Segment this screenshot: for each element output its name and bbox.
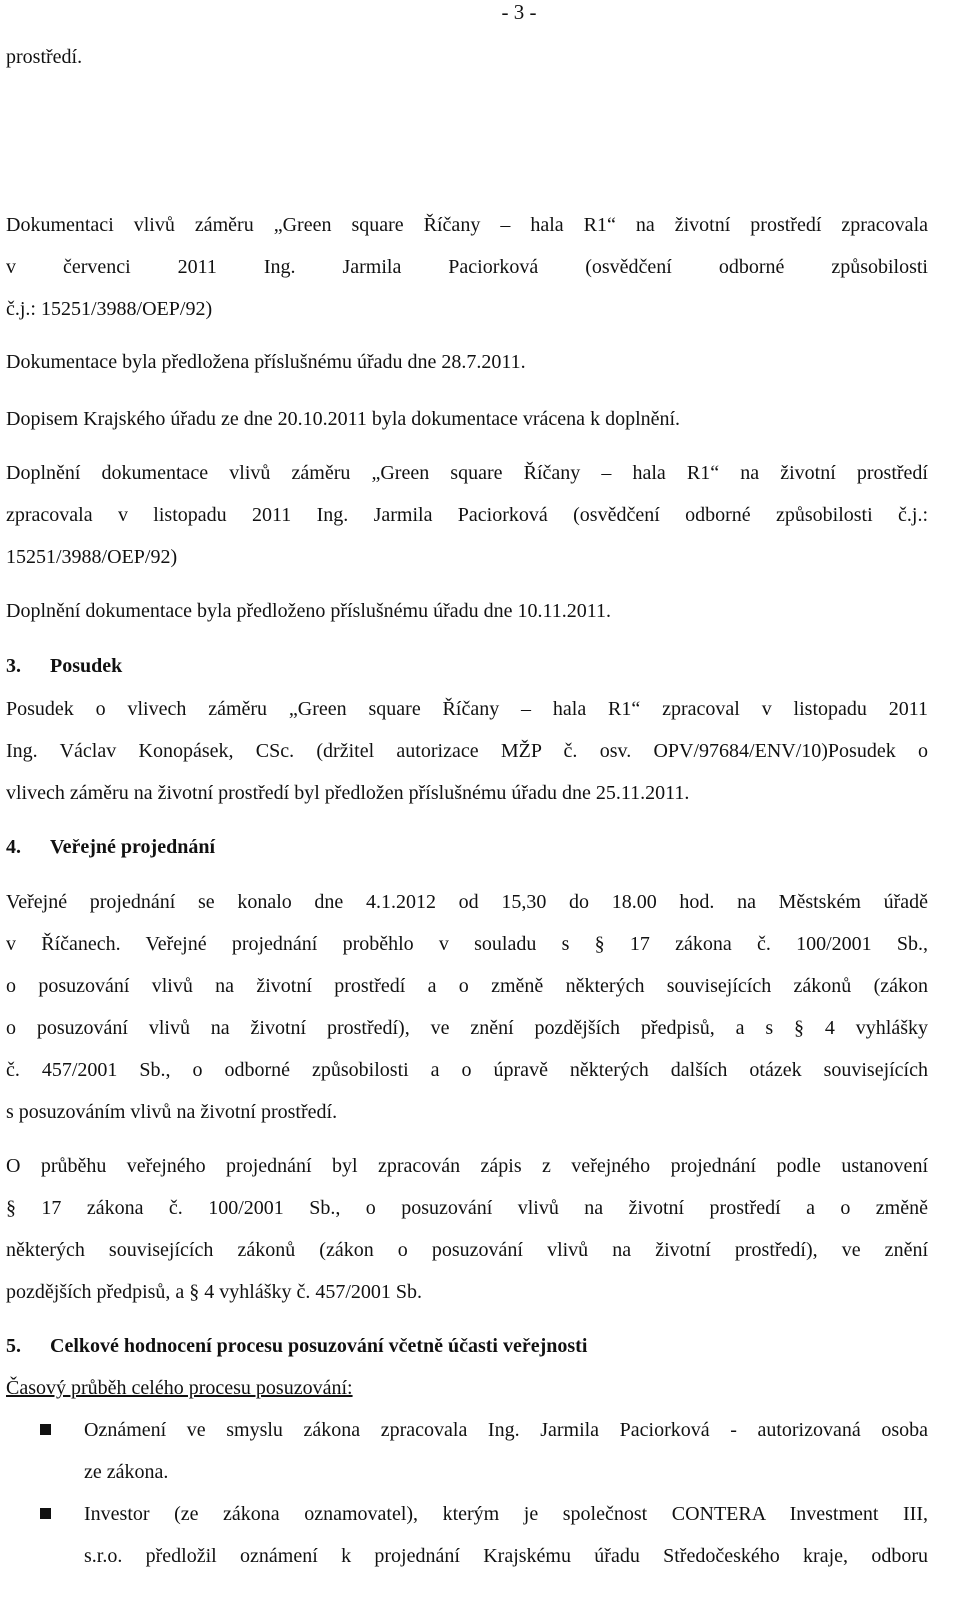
text-line: v Říčanech. Veřejné projednání proběhlo v souladu s § 17 zákona č. 100/2001 Sb., (6, 933, 928, 955)
text-line: O průběhu veřejného projednání byl zpracován zápis z veřejného projednání podle ustanovení (6, 1155, 928, 1177)
section-5-heading (6, 1325, 928, 1367)
section-title: Posudek (50, 655, 123, 677)
text-line: zpracovala v listopadu 2011 Ing. Jarmila Paciorková (osvědčení odborné způsobilosti č.j.: (6, 504, 928, 526)
section-number: 3. (6, 655, 21, 677)
text-line: o posuzování vlivů na životní prostředí a o změně některých souvisejících zákonů (zákon (6, 975, 928, 997)
underlined-label: Časový průběh celého procesu posuzování: (6, 1377, 353, 1399)
text-line: Dokumentaci vlivů záměru „Green square Říčany – hala R1“ na životní prostředí zpracovala (6, 214, 928, 236)
list-item (6, 1493, 928, 1577)
paragraph-doplneni-predlozeno: Doplnění dokumentace byla předloženo příslušnému úřadu dne 10.11.2011. (6, 600, 612, 622)
paragraph-zapis (6, 1145, 928, 1313)
bullet-list (6, 1409, 928, 1577)
page-number: - 3 - (501, 0, 537, 24)
bullet-square-icon (40, 1424, 51, 1435)
text-line: č.j.: 15251/3988/OEP/92) (6, 298, 213, 320)
text-line: Doplnění dokumentace vlivů záměru „Green square Říčany – hala R1“ na životní prostředí (6, 462, 928, 484)
paragraph-dokumentace (6, 204, 928, 330)
text-line: s posuzováním vlivů na životní prostředí. (6, 1101, 338, 1123)
text-line: pozdějších předpisů, a § 4 vyhlášky č. 457/2001 Sb. (6, 1281, 423, 1303)
section-3-heading (6, 645, 928, 687)
section-number: 4. (6, 836, 21, 858)
paragraph-posudek (6, 688, 928, 814)
paragraph-predlozena: Dokumentace byla předložena příslušnému úřadu dne 28.7.2011. (6, 351, 526, 373)
paragraph-dopisem: Dopisem Krajského úřadu ze dne 20.10.2011 byla dokumentace vrácena k doplnění. (6, 408, 681, 430)
text-line: 15251/3988/OEP/92) (6, 546, 178, 568)
text-line: o posuzování vlivů na životní prostředí), ve znění pozdějších předpisů, a s § 4 vyhlášky (6, 1017, 928, 1039)
text-line: v červenci 2011 Ing. Jarmila Paciorková (osvědčení odborné způsobilosti (6, 256, 928, 278)
text-line: vlivech záměru na životní prostředí byl předložen příslušnému úřadu dne 25.11.2011. (6, 782, 690, 804)
section-title: Celkové hodnocení procesu posuzování včetně účasti veřejnosti (50, 1335, 588, 1357)
section-number: 5. (6, 1335, 21, 1357)
paragraph-intro: prostředí. (6, 46, 83, 68)
section-title: Veřejné projednání (50, 836, 215, 858)
bullet-square-icon (40, 1508, 51, 1519)
subheading-casovy-prubeh (6, 1367, 928, 1409)
text-line: Posudek o vlivech záměru „Green square Říčany – hala R1“ zpracoval v listopadu 2011 (6, 698, 928, 720)
text-line: č. 457/2001 Sb., o odborné způsobilosti a o úpravě některých dalších otázek souvisejících (6, 1059, 928, 1081)
text-line: některých souvisejících zákonů (zákon o posuzování vlivů na životní prostředí), ve znění (6, 1239, 928, 1261)
list-item (6, 1409, 928, 1493)
text-line: § 17 zákona č. 100/2001 Sb., o posuzování vlivů na životní prostředí a o změně (6, 1197, 928, 1219)
text-line: Veřejné projednání se konalo dne 4.1.2012 od 15,30 do 18.00 hod. na Městském úřadě (6, 891, 928, 913)
section-4-heading (6, 826, 928, 868)
text-line: Oznámení ve smyslu zákona zpracovala Ing. Jarmila Paciorková - autorizovaná osoba (84, 1419, 928, 1441)
paragraph-doplneni (6, 452, 928, 578)
text-line: ze zákona. (84, 1461, 169, 1483)
text-line: Investor (ze zákona oznamovatel), kterým je společnost CONTERA Investment III, (84, 1503, 928, 1525)
paragraph-verejne-projednani (6, 881, 928, 1133)
text-line: s.r.o. předložil oznámení k projednání Krajskému úřadu Středočeského kraje, odboru (84, 1545, 928, 1567)
text-line: Ing. Václav Konopásek, CSc. (držitel autorizace MŽP č. osv. OPV/97684/ENV/10)Posudek o (6, 740, 928, 762)
